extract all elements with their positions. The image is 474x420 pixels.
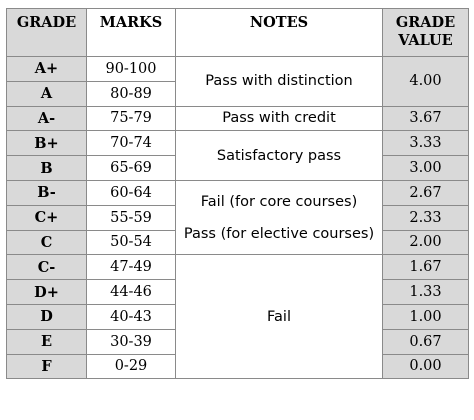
- grade-cell: A: [7, 81, 87, 106]
- grade-cell: B-: [7, 180, 87, 205]
- header-grade-value-line1: GRADE: [395, 14, 456, 31]
- grade-cell: A-: [7, 106, 87, 131]
- grade-cell: C-: [7, 255, 87, 280]
- note-spacer: [176, 212, 382, 224]
- grade-value-cell: 4.00: [383, 57, 469, 107]
- marks-cell: 55-59: [87, 205, 176, 230]
- header-grade: GRADE: [7, 9, 87, 57]
- grade-value-cell: 3.67: [383, 106, 469, 131]
- note-satisfactory: Satisfactory pass: [176, 131, 383, 181]
- grade-value-cell: 2.33: [383, 205, 469, 230]
- table-row: [7, 180, 469, 205]
- grading-table: [6, 8, 469, 379]
- marks-cell: 75-79: [87, 106, 176, 131]
- grade-value-cell: 1.67: [383, 255, 469, 280]
- grade-value-cell: 0.67: [383, 329, 469, 354]
- grade-value-cell: 1.00: [383, 304, 469, 329]
- grade-cell: A+: [7, 57, 87, 82]
- marks-cell: 80-89: [87, 81, 176, 106]
- header-row: [7, 9, 469, 57]
- header-grade-value-line2: VALUE: [398, 32, 453, 49]
- marks-cell: 47-49: [87, 255, 176, 280]
- header-notes: NOTES: [176, 9, 383, 57]
- grade-value-cell: 1.33: [383, 280, 469, 305]
- note-elective-pass: Pass (for elective courses): [183, 225, 375, 242]
- marks-cell: 65-69: [87, 156, 176, 181]
- grade-value-cell: 0.00: [383, 354, 469, 379]
- marks-cell: 0-29: [87, 354, 176, 379]
- grade-value-cell: 2.00: [383, 230, 469, 255]
- marks-cell: 40-43: [87, 304, 176, 329]
- marks-cell: 30-39: [87, 329, 176, 354]
- grade-cell: F: [7, 354, 87, 379]
- grade-value-cell: 3.00: [383, 156, 469, 181]
- note-core-fail: Fail (for core courses): [200, 193, 358, 210]
- grade-cell: D: [7, 304, 87, 329]
- grade-cell: E: [7, 329, 87, 354]
- table-row: [7, 131, 469, 156]
- grade-cell: C: [7, 230, 87, 255]
- marks-cell: 60-64: [87, 180, 176, 205]
- marks-cell: 50-54: [87, 230, 176, 255]
- marks-cell: 44-46: [87, 280, 176, 305]
- grade-cell: C+: [7, 205, 87, 230]
- note-core-elective: [176, 180, 383, 254]
- grading-table-container: [6, 8, 469, 379]
- grade-cell: D+: [7, 280, 87, 305]
- note-fail: Fail: [176, 255, 383, 379]
- grade-value-cell: 3.33: [383, 131, 469, 156]
- table-header: [7, 9, 469, 57]
- table-row: [7, 106, 469, 131]
- header-grade-value: [383, 9, 469, 57]
- note-distinction: Pass with distinction: [176, 57, 383, 107]
- marks-cell: 70-74: [87, 131, 176, 156]
- table-row: [7, 255, 469, 280]
- grade-cell: B: [7, 156, 87, 181]
- marks-cell: 90-100: [87, 57, 176, 82]
- table-row: [7, 57, 469, 82]
- header-marks: MARKS: [87, 9, 176, 57]
- note-credit: Pass with credit: [176, 106, 383, 131]
- grade-cell: B+: [7, 131, 87, 156]
- table-body: [7, 57, 469, 379]
- grade-value-cell: 2.67: [383, 180, 469, 205]
